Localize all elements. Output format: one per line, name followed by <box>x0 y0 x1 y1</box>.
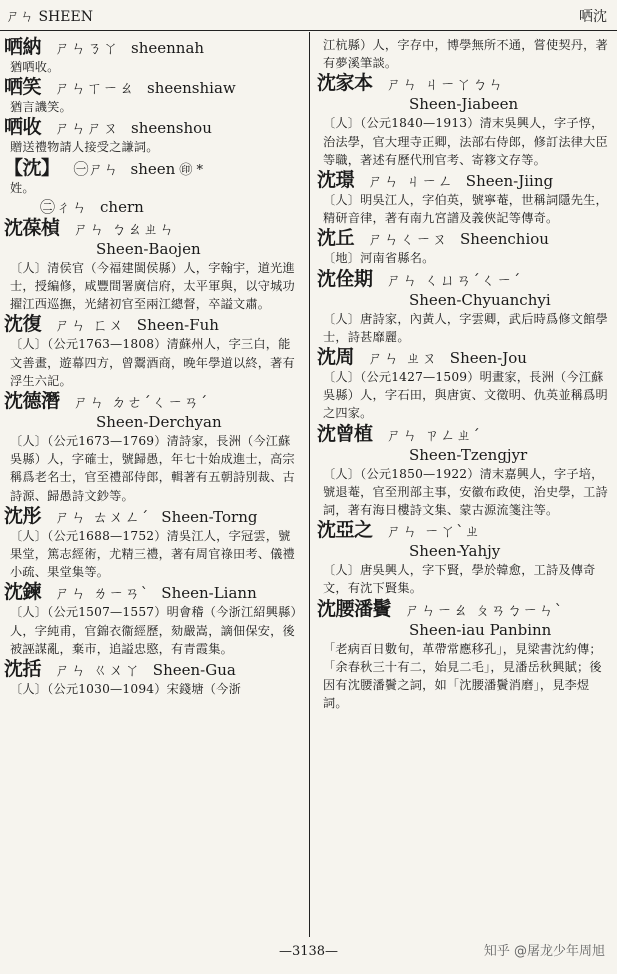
zhuyin: ㄕㄣㄧㄠ ㄆㄢㄅㄧㄣˋ <box>405 600 564 619</box>
definition: 〔地〕河南省縣名。 <box>323 251 435 266</box>
reading-2: ㊁ㄔㄣ <box>40 197 89 216</box>
entry-sheen-fuh <box>4 313 300 390</box>
entry-sheen-tzengjyr <box>317 423 613 520</box>
definition: 〔人〕（公元1030—1094）宋錢塘（今浙 <box>10 682 241 697</box>
entry-sheen-derchyan <box>4 390 300 505</box>
headword: 沈鍊 <box>4 581 42 604</box>
romanization: Sheen-Baojen <box>96 239 201 258</box>
entry-sheenchiou <box>317 227 613 267</box>
zhuyin: ㄕㄣ ㄐㄧㄚㄅㄣ <box>386 75 505 94</box>
header-roman: SHEEN <box>38 9 93 25</box>
romanization: sheen <box>130 159 176 178</box>
entry-sheen-jiabeen <box>317 72 613 169</box>
headword: 沈德潛 <box>4 390 60 413</box>
zhuyin: ㄕㄣ ㄍㄨㄚ <box>55 661 141 680</box>
definition: 〔人〕（公元1850—1922）清末嘉興人，字子培，號退菴，官至刑部主事，安徽布政使，治史學，工詩詞，著有海日樓詩文集、蒙古源流箋注等。 <box>323 466 608 518</box>
definition: 〔人〕（公元1763—1808）清蘇州人，字三白，能文善畫，遊幕四方，曾鬻酒商，晚年學道以終，著有浮生六記。 <box>10 337 295 388</box>
zhuyin: ㄕㄣ ㄅㄠㄓㄣ <box>73 219 176 238</box>
headword: 沈周 <box>317 346 355 369</box>
zhuyin: ㄕㄣㄑㄧㄡ <box>368 230 449 249</box>
right-column <box>317 36 613 712</box>
entry-sheen-torng <box>4 505 300 582</box>
headword: 沈復 <box>4 313 42 336</box>
definition: 〔人〕（公元1688—1752）清吳江人，字冠雲，號果堂，篤志經術，尤精三禮，著有周官祿田考、儀禮小疏、果堂集等。 <box>10 528 295 580</box>
headword: 沈家本 <box>317 72 373 95</box>
entry-sheen-liann <box>4 581 300 658</box>
romanization-2: chern <box>100 197 144 216</box>
headword: 沈亞之 <box>317 519 373 542</box>
romanization: Sheen-Jiing <box>465 172 554 191</box>
zhuyin: ㄕㄣ ㄊㄨㄥˊ <box>55 507 150 526</box>
entry-sheen-baojen <box>4 217 300 314</box>
zhuyin: ㄕㄣ ㄌㄧㄢˋ <box>55 584 150 603</box>
definition: 〔人〕（公元1840—1913）清末吳興人，字子惇，治法學，官大理寺正卿，法部右侍郎，修訂法律大臣等職，著述有歷代刑官考、寄簃文存等。 <box>323 116 608 167</box>
romanization: Sheen-iau Panbinn <box>409 620 552 639</box>
entry-sheen-gua <box>4 658 300 698</box>
definition: 姓。 <box>10 180 35 195</box>
romanization: Sheen-Derchyan <box>96 413 222 432</box>
romanization: Sheen-Yahjy <box>409 542 501 561</box>
headword: 沈葆楨 <box>4 216 60 239</box>
definition: 猶哂收。 <box>10 60 60 74</box>
headword: 哂納 <box>4 36 42 58</box>
zhuyin: ㄕㄣ ㄑㄩㄢˊㄑㄧˊ <box>386 270 522 289</box>
entry-shenshou <box>4 116 300 156</box>
zhuyin: ㄕㄣ ㄐㄧㄥ <box>368 172 454 191</box>
headword: 哂收 <box>4 116 42 139</box>
definition: 〔人〕（公元1507—1557）明會稽（今浙江紹興縣）人，字純甫，官錦衣衞經歷，劾嚴嵩，謫佃保安，後被誣謀亂，棄市，追謚忠愍，有青霞集。 <box>10 605 297 656</box>
romanization: Sheenchiou <box>460 230 549 249</box>
header-left <box>6 6 93 26</box>
page-header <box>0 0 617 31</box>
definition: 猶言譏笑。 <box>10 100 72 115</box>
entry-shenshiaw <box>4 76 300 116</box>
entry-sheen-yahjy <box>317 519 613 597</box>
romanization: Sheen-Chyuanchyi <box>409 290 551 309</box>
zhuyin: ㄕㄣ ㄉㄜˊㄑㄧㄢˊ <box>73 393 209 412</box>
definition: 〔人〕明吳江人，字伯英，號寧菴，世稱詞隱先生，精研音律，著有南九宮譜及義俠記等傳奇。 <box>323 193 608 226</box>
romanization: Sheen-Fuh <box>136 316 219 335</box>
headword: 【沈】 <box>4 156 60 179</box>
entry-sheen-jiing <box>317 169 613 227</box>
header-right: 哂沈 <box>579 9 607 25</box>
entry-sheen-jou <box>317 346 613 423</box>
entry-sheen-iau-panbinn <box>317 598 613 713</box>
headword: 沈丘 <box>317 227 355 250</box>
page-number: —3138— <box>278 944 339 959</box>
zhuyin: ㄕㄣㄕㄡ <box>55 119 120 138</box>
definition: 〔人〕唐吳興人，字下賢，學於韓愈，工詩及傳奇文，有沈下賢集。 <box>323 563 596 596</box>
romanization: sheennah <box>131 39 205 57</box>
column-divider <box>309 32 310 937</box>
definition: 〔人〕清侯官（今福建閩侯縣）人，字翰宇，道光進士，授編修，咸豐間署廣信府，太平軍與，以守城功擢江西巡撫，光緒初官至兩江總督，卒謚文肅。 <box>10 260 295 312</box>
zhuyin: ㄕㄣ ㄧㄚˋㄓ <box>386 522 481 541</box>
reading-1: ㊀ㄕㄣ <box>73 159 119 178</box>
definition: 贈送禮物請人接受之謙詞。 <box>10 140 159 155</box>
headword: 哂笑 <box>4 76 42 99</box>
entry-sheen-chyuanchyi <box>317 268 613 346</box>
romanization: Sheen-Gua <box>152 661 236 680</box>
definition: 〔人〕（公元1673—1769）清詩家，長洲（今江蘇吳縣）人，字確士，號歸愚，年七十始成進士，高宗稱爲老名士，官至禮部侍郎，輯著有五朝詩別裁、古詩源、歸愚詩文鈔等。 <box>10 434 295 503</box>
headword: 沈腰潘鬢 <box>317 597 392 620</box>
zhuyin: ㄕㄣㄋㄚ <box>55 39 120 57</box>
romanization: sheenshou <box>131 119 212 138</box>
romanization: Sheen-Liann <box>161 584 257 603</box>
romanization: sheenshiaw <box>147 79 236 98</box>
romanization: Sheen-Jiabeen <box>409 95 519 114</box>
headword: 沈括 <box>4 658 42 681</box>
definition: 「老病百日數旬，革帶常應移孔」，見梁書沈約傳；「余春秋三十有二，始見二毛」，見潘岳秋興賦；後因有沈腰潘鬢之詞，如「沈腰潘鬢消磨」，見李煜詞。 <box>323 641 602 711</box>
zhuyin: ㄕㄣ ㄗㄥㄓˊ <box>386 425 481 444</box>
headword: 沈彤 <box>4 504 42 527</box>
romanization: Sheen-Jou <box>449 349 527 368</box>
headword: 沈璟 <box>317 169 355 192</box>
header-zhuyin: ㄕㄣ <box>6 9 34 25</box>
seal-mark: ㊞ * <box>179 162 203 178</box>
left-column <box>4 36 300 698</box>
continued-definition: 江杭縣）人，字存中，博學無所不通，嘗使契丹，著有夢溪筆談。 <box>323 38 608 71</box>
zhuyin: ㄕㄣㄒㄧㄠ <box>55 79 136 98</box>
zhuyin: ㄕㄣ ㄈㄨ <box>55 316 125 335</box>
entry-shennah <box>4 36 300 76</box>
entry-shen-main <box>4 157 300 217</box>
headword: 沈佺期 <box>317 267 373 290</box>
watermark: 知乎 @屠龙少年周旭 <box>483 944 605 959</box>
romanization: Sheen-Torng <box>161 507 258 526</box>
definition: 〔人〕（公元1427—1509）明畫家，長洲（今江蘇吳縣）人，字石田，與唐寅、文徵明、仇英並稱爲明之四家。 <box>323 370 608 421</box>
headword: 沈曾植 <box>317 422 373 445</box>
zhuyin: ㄕㄣ ㄓㄡ <box>368 349 438 368</box>
romanization: Sheen-Tzengjyr <box>409 445 528 464</box>
definition: 〔人〕唐詩家，內黃人，字雲卿，武后時爲修文館學士，詩甚靡麗。 <box>323 311 608 344</box>
